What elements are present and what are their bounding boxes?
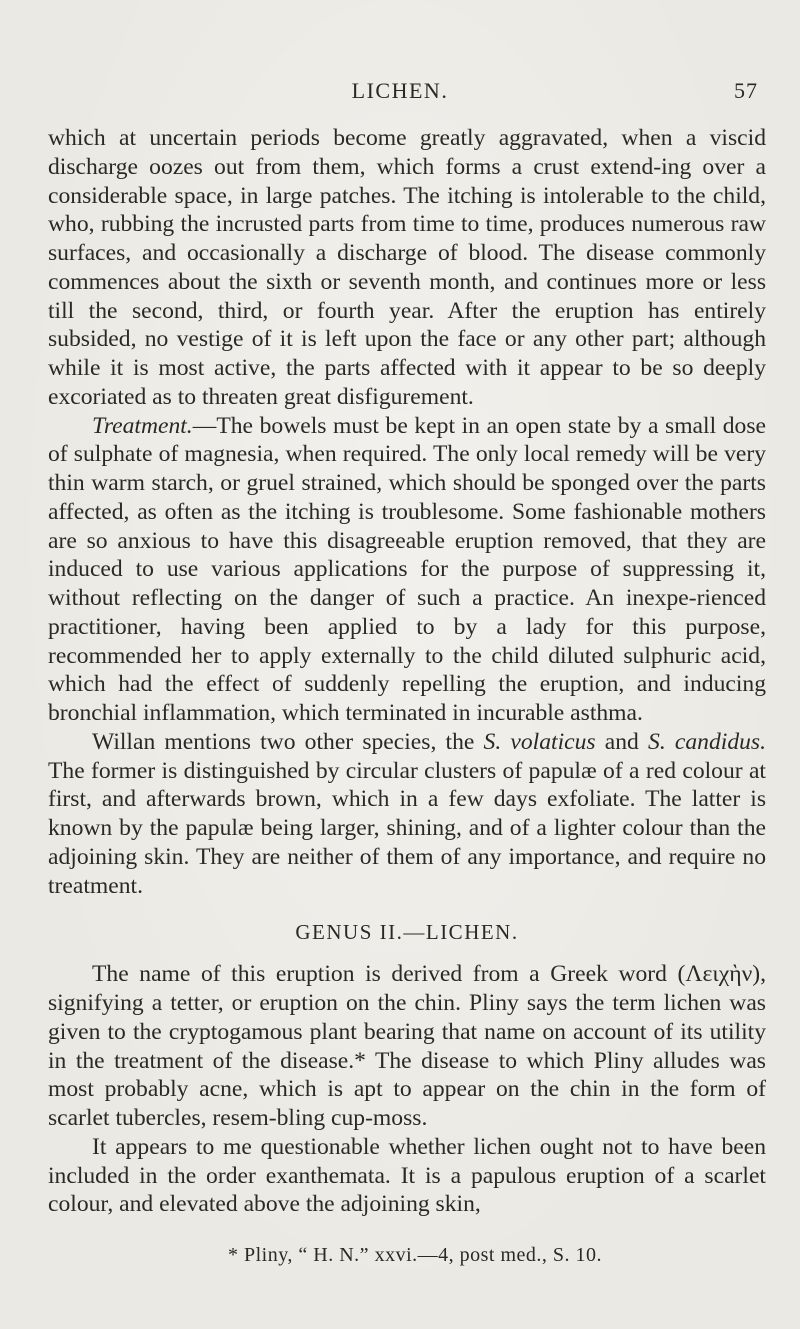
- section-heading: GENUS II.—LICHEN.: [295, 920, 519, 945]
- paragraph-classification: [48, 1133, 766, 1219]
- paragraph-text: The name of this eruption is derived from a Greek word (Λειχὴν), signifying a tetter, or eruption on the chin. Pliny says the term lichen was given to the cryptogamous plant bearing that name on account of its utility in the treatment of the disease.* The disease to which Pliny alludes was most probably acne, which is apt to appear on the chin in the form of scarlet tubercles, resem-bling cup-moss.: [48, 961, 766, 1131]
- paragraph-text: and: [595, 728, 649, 755]
- paragraph-text: It appears to me questionable whether lichen ought not to have been included in the order exanthemata. It is a papulous eruption of a scarlet colour, and elevated above the adjoining skin,: [48, 1133, 766, 1218]
- paragraph-etymology: [48, 960, 766, 1133]
- paragraph-text: The former is distinguished by circular clusters of papulæ of a red colour at first, and afterwards brown, which in a few days exfoliate. The latter is known by the papulæ being larger, shining, and of a lighter colour than the adjoining skin. They are neither of them of any importance, and require no treatment.: [48, 757, 766, 899]
- page-header: [0, 78, 800, 106]
- body-text: [48, 124, 766, 1219]
- species-name: S. volaticus: [483, 728, 596, 755]
- paragraph-text: Willan mentions two other species, the: [92, 728, 484, 755]
- paragraph-text: —The bowels must be kept in an open state by a small dose of sulphate of magnesia, when required. The only local remedy will be very thin warm starch, or gruel strained, which should be sponged over the parts affected, as often as the itching is troublesome. Some fashionable mothers are so anxious to have this disagreeable eruption removed, that they are induced to use various applications for the purpose of suppressing it, without reflecting on the danger of such a practice. An inexpe-rienced practitioner, having been applied to by a lady for this purpose, recommended her to apply externally to the child diluted sulphuric acid, which had the effect of suddenly repelling the eruption, and inducing bronchial inflammation, which terminated in incurable asthma.: [48, 412, 766, 726]
- species-name: S. candidus.: [648, 728, 766, 755]
- running-title: LICHEN.: [351, 78, 449, 103]
- footnote: * Pliny, “ H. N.” xxvi.—4, post med., S. 10.: [227, 1244, 603, 1266]
- page-number: 57: [734, 78, 758, 103]
- paragraph-willan: [48, 728, 766, 901]
- paragraph-text: which at uncertain periods become greatly aggravated, when a viscid discharge oozes out from them, which forms a crust extend-ing over a considerable space, in large patches. The itching is intolerable to the child, who, rubbing the incrusted parts from time to time, produces numerous raw surfaces, and occasionally a discharge of blood. The disease commonly commences about the sixth or seventh month, and continues more or less till the second, third, or fourth year. After the eruption has entirely subsided, no vestige of it is left upon the face or any other part; although while it is most active, the parts affected with it appear to be so deeply excoriated as to threaten great disfigurement.: [48, 125, 766, 410]
- treatment-lead: Treatment.: [92, 412, 193, 439]
- paragraph-treatment: [48, 412, 766, 728]
- paragraph-continuation: [48, 124, 766, 412]
